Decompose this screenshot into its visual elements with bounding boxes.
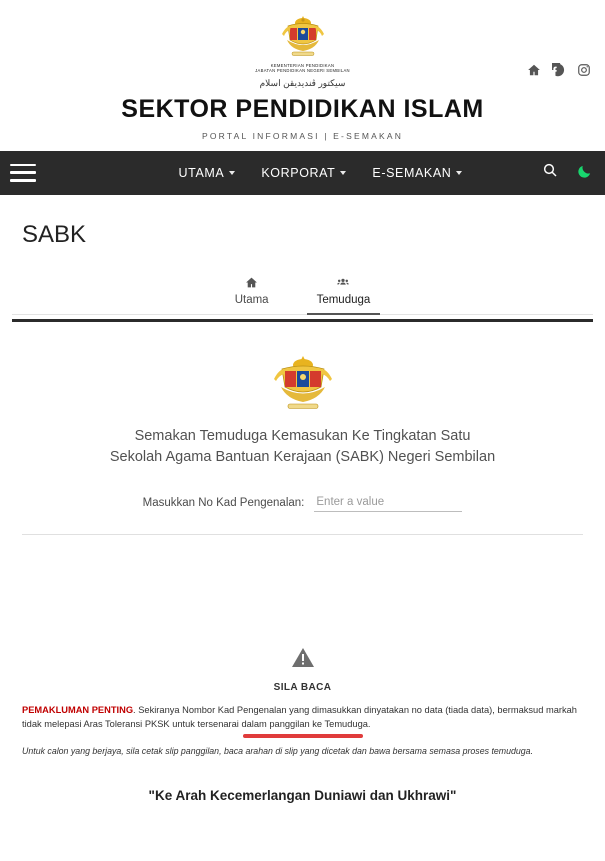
warning-triangle-icon bbox=[291, 647, 315, 674]
main-navbar bbox=[0, 151, 605, 195]
semakan-form bbox=[12, 319, 593, 804]
crest-icon bbox=[274, 14, 332, 62]
instagram-icon[interactable] bbox=[577, 63, 591, 82]
tab-label: Utama bbox=[234, 293, 269, 306]
tab-label: Temuduga bbox=[316, 293, 371, 306]
negeri-sembilan-crest-icon bbox=[266, 354, 340, 414]
social-links bbox=[527, 63, 591, 82]
tab-temuduga[interactable] bbox=[307, 272, 381, 315]
spacer bbox=[12, 535, 593, 647]
notice-italic-note: Untuk calon yang berjaya, sila cetak slip panggilan, baca arahan di slip yang dicetak dan bawa bersama semasa proses temuduga. bbox=[22, 746, 534, 757]
chevron-down-icon bbox=[456, 171, 462, 175]
dark-mode-moon-icon[interactable] bbox=[576, 163, 593, 183]
facebook-icon[interactable] bbox=[552, 63, 566, 82]
nav-item-korporat[interactable] bbox=[261, 166, 346, 180]
nav-item-label: UTAMA bbox=[178, 165, 225, 180]
jawi-title: سيکتور ڤنديديقن اسلام bbox=[259, 77, 346, 88]
ic-input-row bbox=[12, 494, 593, 528]
form-title-line-2: Sekolah Agama Bantuan Kerajaan (SABK) Negeri Sembilan bbox=[109, 448, 496, 465]
home-icon[interactable] bbox=[527, 63, 541, 82]
ic-number-input[interactable] bbox=[314, 494, 462, 512]
notice-body bbox=[12, 693, 593, 732]
site-header bbox=[0, 0, 605, 151]
form-title-line-1: Semakan Temuduga Kemasukan Ke Tingkatan Satu bbox=[134, 427, 471, 444]
chevron-down-icon bbox=[229, 171, 235, 175]
people-group-icon bbox=[317, 276, 371, 292]
navbar-actions bbox=[542, 151, 593, 195]
nav-menu bbox=[179, 166, 463, 180]
embedded-app-frame bbox=[12, 271, 593, 861]
ministry-line-1: KEMENTERIAN PENDIDIKAN bbox=[270, 63, 335, 68]
main-content bbox=[0, 195, 605, 861]
motto-text: "Ke Arah Kecemerlangan Duniawi dan Ukhrawi" bbox=[148, 788, 457, 804]
nav-item-utama[interactable] bbox=[179, 166, 236, 180]
ic-input-label: Masukkan No Kad Pengenalan: bbox=[142, 496, 305, 509]
site-subtitle: PORTAL INFORMASI | E-SEMAKAN bbox=[201, 130, 404, 141]
site-title: SEKTOR PENDIDIKAN ISLAM bbox=[121, 94, 484, 123]
form-title bbox=[12, 426, 593, 468]
notice-bold-prefix: PEMAKLUMAN PENTING bbox=[22, 704, 134, 715]
search-icon[interactable] bbox=[542, 162, 558, 183]
tab-utama[interactable] bbox=[225, 272, 279, 315]
nav-item-label: E-SEMAKAN bbox=[372, 165, 452, 180]
notice-body-text: . Sekiranya Nombor Kad Pengenalan yang dimasukkan dinyatakan no data (tiada data), bermaksud markah tidak melepasi Aras Toleransi PKSK untuk tersenarai dalam panggilan ke Temuduga. bbox=[22, 704, 577, 730]
app-tabs bbox=[12, 271, 593, 315]
ministry-line-2: JABATAN PENDIDIKAN NEGERI SEMBILAN bbox=[255, 68, 350, 74]
page-title: SABK bbox=[22, 220, 87, 248]
chevron-down-icon bbox=[340, 171, 346, 175]
nav-item-label: KORPORAT bbox=[261, 165, 336, 180]
home-icon bbox=[235, 276, 269, 292]
hamburger-menu-icon[interactable] bbox=[10, 164, 36, 182]
nav-item-e-semakan[interactable] bbox=[372, 166, 462, 180]
notice-heading: SILA BACA bbox=[273, 681, 332, 693]
